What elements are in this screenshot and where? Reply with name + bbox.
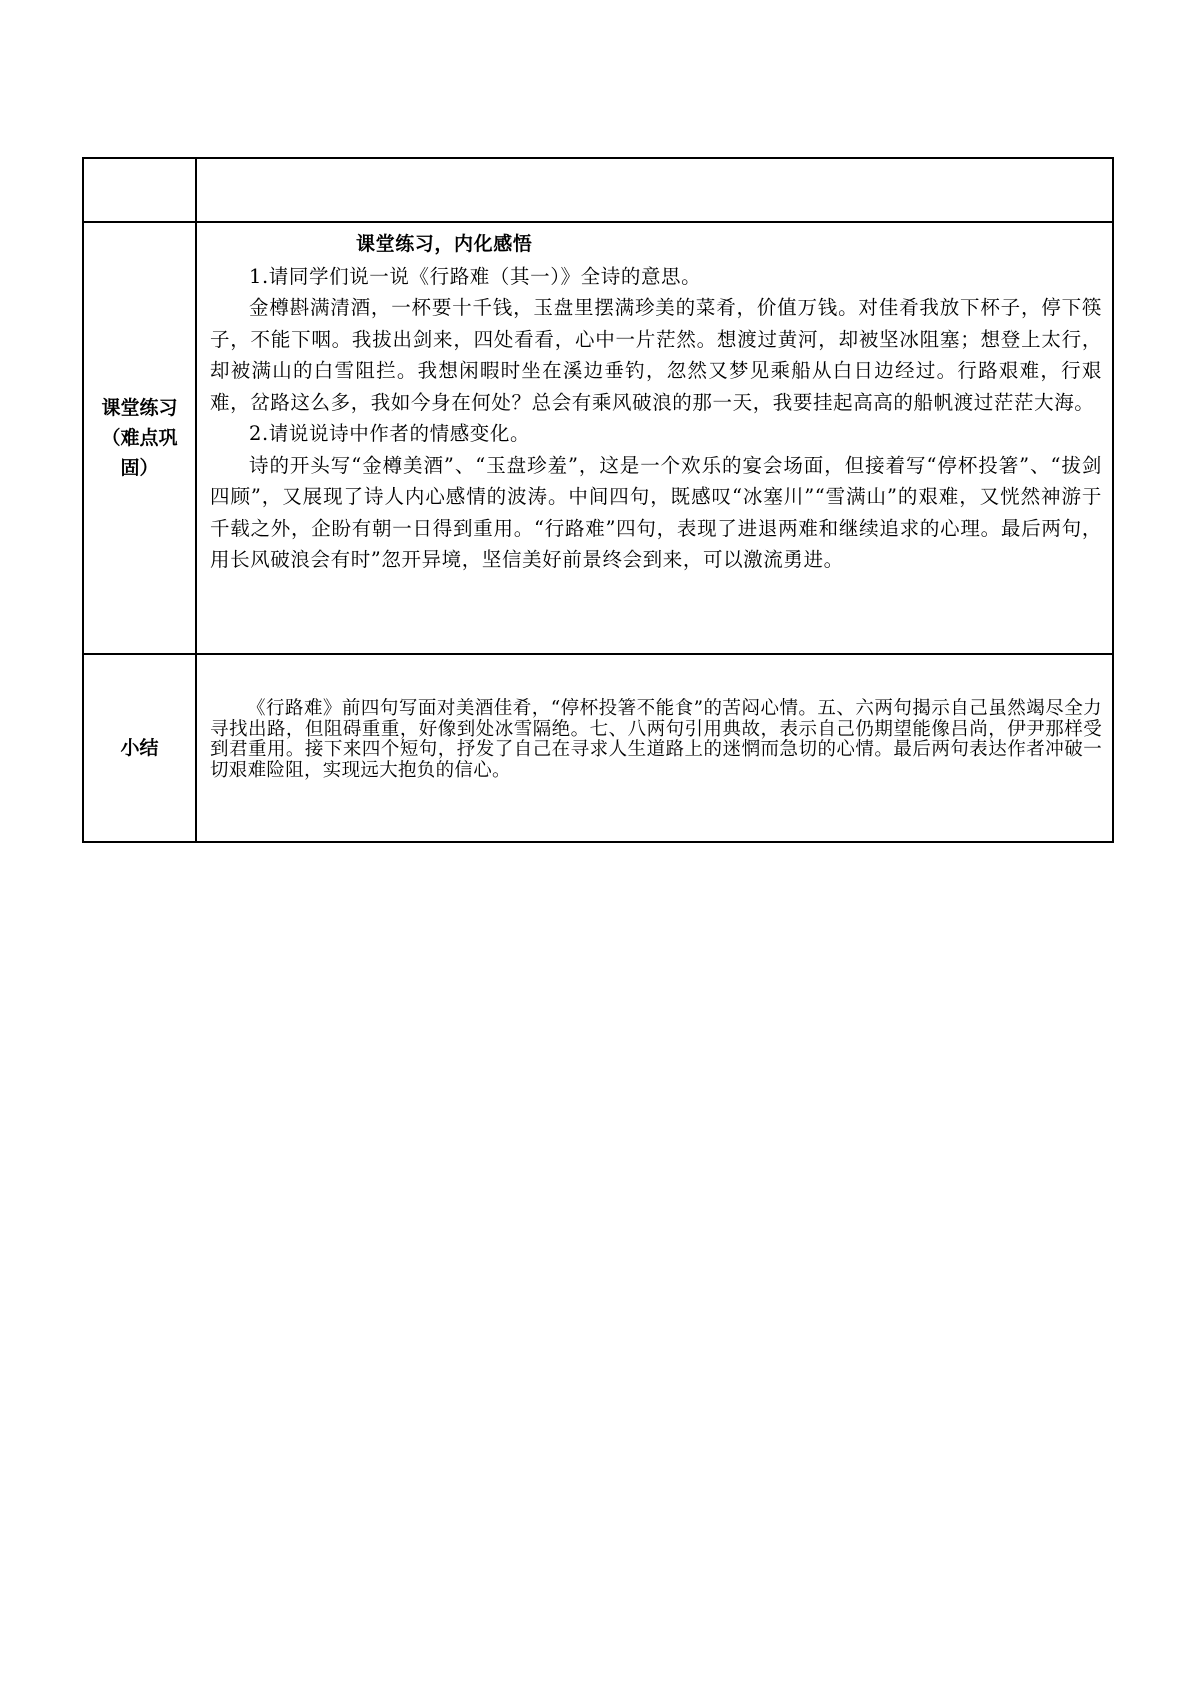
question-1: 1.请同学们说一说《行路难（其一）》全诗的意思。 [249, 264, 702, 288]
summary-content-cell [196, 654, 1113, 842]
question-2: 2.请说说诗中作者的情感变化。 [249, 422, 531, 445]
practice-label: 课堂练习（难点巩固） [101, 397, 178, 479]
top-label-cell [83, 158, 196, 222]
table-row-top [83, 158, 1113, 222]
practice-heading: 课堂练习，内化感悟 [356, 233, 533, 255]
answer-2: 诗的开头写“金樽美酒”、“玉盘珍羞”，这是一个欢乐的宴会场面，但接着写“停杯投箸”、“拔剑四顾”，又展现了诗人内心感情的波涛。中间四句，既感叹“冰塞川”“雪满山”的艰难，又恍然神游于千载之外，企盼有朝一日得到重用。“行路难”四句，表现了进退两难和继续追求的心理。最后两句，用长风破浪会有时”忽开异境，坚信美好前景终会到来，可以激流勇进。 [210, 453, 1102, 571]
practice-content [197, 223, 1112, 580]
top-content-cell [196, 158, 1113, 222]
summary-label: 小结 [120, 737, 159, 759]
practice-label-cell [83, 222, 196, 654]
summary-content [197, 655, 1112, 781]
answer-1: 金樽斟满清酒，一杯要十千钱，玉盘里摆满珍美的菜肴，价值万钱。对佳肴我放下杯子，停下筷子，不能下咽。我拔出剑来，四处看看，心中一片茫然。想渡过黄河，却被坚冰阻塞；想登上太行，却被满山的白雪阻拦。我想闲暇时坐在溪边垂钓，忽然又梦见乘船从白日边经过。行路艰难，行艰难，岔路这么多，我如今身在何处？总会有乘风破浪的那一天，我要挂起高高的船帆渡过茫茫大海。 [210, 296, 1102, 414]
practice-content-cell [196, 222, 1113, 654]
table-row-summary [83, 654, 1113, 842]
table-row-practice [83, 222, 1113, 654]
lesson-plan-table [82, 157, 1114, 843]
summary-text: 《行路难》前四句写面对美酒佳肴，“停杯投箸不能食”的苦闷心情。五、六两句揭示自己虽然竭尽全力寻找出路，但阻碍重重，好像到处冰雪隔绝。七、八两句引用典故，表示自己仍期望能像吕尚，伊尹那样受到君重用。接下来四个短句，抒发了自己在寻求人生道路上的迷惘而急切的心情。最后两句表达作者冲破一切艰难险阻，实现远大抱负的信心。 [210, 698, 1102, 781]
summary-label-cell [83, 654, 196, 842]
